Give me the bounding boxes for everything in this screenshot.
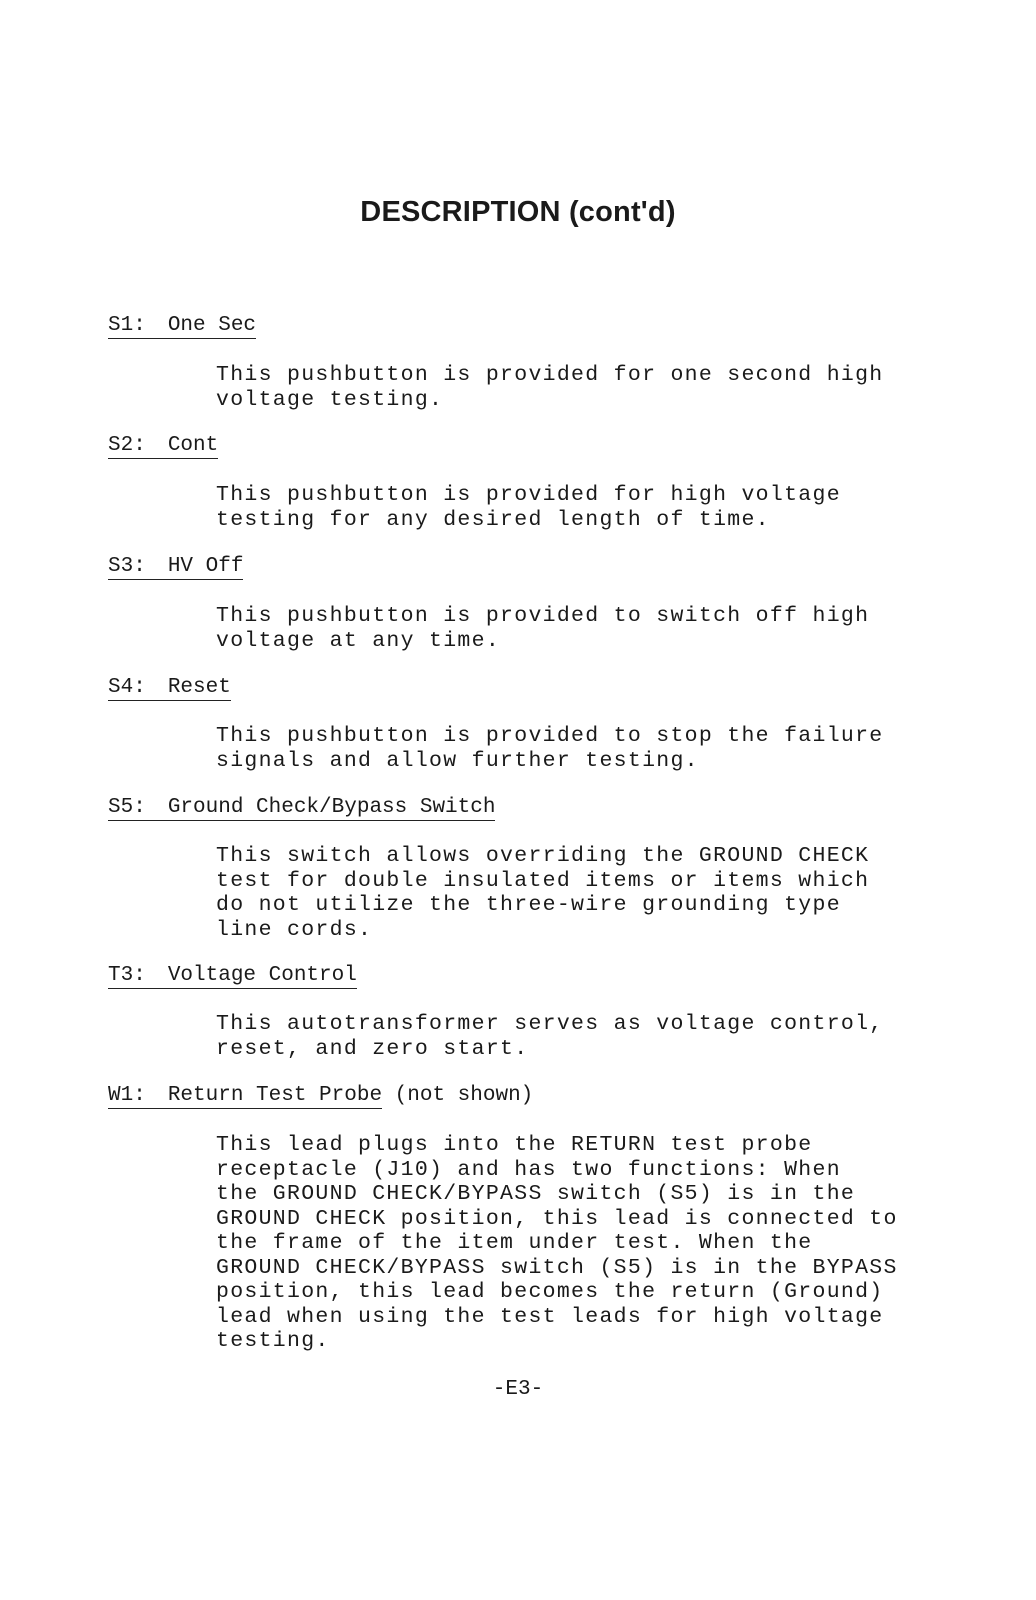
- section-code: W1:: [108, 1084, 146, 1107]
- section-body-s4: [216, 724, 936, 773]
- section-heading-s1: [108, 314, 256, 338]
- section-code: S1:: [108, 314, 146, 337]
- page-title: DESCRIPTION (cont'd): [360, 196, 676, 228]
- body-line: the frame of the item under test. When the: [216, 1231, 813, 1255]
- section-label: One Sec: [167, 314, 257, 337]
- body-line: test for double insulated items or items which: [216, 868, 870, 893]
- section-body-s2: [216, 483, 936, 532]
- section-heading-s2: [108, 434, 218, 458]
- section-heading-s3: [108, 555, 243, 579]
- body-line: the GROUND CHECK/BYPASS switch (S5) is in the: [216, 1182, 856, 1206]
- body-line: lead when using the test leads for high voltage: [216, 1304, 884, 1329]
- section-code: S4:: [108, 676, 146, 699]
- body-line: This switch allows overriding the GROUND CHECK: [216, 844, 870, 868]
- section-heading-w1: [108, 1084, 533, 1108]
- section-label: HV Off: [167, 555, 244, 578]
- section-label: Voltage Control: [167, 964, 357, 987]
- body-line: GROUND CHECK/BYPASS switch (S5) is in the BYPASS: [216, 1255, 898, 1280]
- section-suffix: (not shown): [382, 1084, 534, 1107]
- section-body-s1: [216, 363, 936, 412]
- body-line: This pushbutton is provided to switch off high: [216, 604, 870, 628]
- body-line: This pushbutton is provided for high voltage: [216, 483, 841, 507]
- body-line: testing.: [216, 1329, 330, 1353]
- section-body-w1: [216, 1133, 936, 1354]
- section-label: Cont: [167, 434, 219, 457]
- section-heading-s5: [108, 796, 495, 820]
- section-code: S5:: [108, 796, 146, 819]
- section-code: S3:: [108, 555, 146, 578]
- body-line: reset, and zero start.: [216, 1036, 529, 1061]
- body-line: voltage testing.: [216, 387, 444, 412]
- body-line: signals and allow further testing.: [216, 748, 699, 773]
- page-number: -E3-: [492, 1378, 544, 1401]
- section-body-s5: [216, 844, 936, 942]
- body-line: This pushbutton is provided for one second high: [216, 363, 884, 387]
- body-line: This pushbutton is provided to stop the failure: [216, 724, 884, 748]
- section-label: Return Test Probe: [167, 1084, 383, 1107]
- body-line: do not utilize the three-wire grounding type: [216, 893, 841, 917]
- section-body-s3: [216, 604, 936, 653]
- section-body-t3: [216, 1012, 936, 1061]
- body-line: voltage at any time.: [216, 628, 501, 653]
- body-line: This lead plugs into the RETURN test probe: [216, 1133, 813, 1157]
- body-line: testing for any desired length of time.: [216, 507, 770, 532]
- body-line: GROUND CHECK position, this lead is connected to: [216, 1206, 898, 1231]
- body-line: line cords.: [216, 917, 373, 942]
- section-heading-t3: [108, 964, 357, 988]
- section-heading-s4: [108, 676, 231, 700]
- body-line: receptacle (J10) and has two functions: When: [216, 1157, 841, 1182]
- body-line: This autotransformer serves as voltage control,: [216, 1012, 884, 1036]
- section-label: Ground Check/Bypass Switch: [167, 796, 496, 819]
- body-line: position, this lead becomes the return (Ground): [216, 1280, 884, 1304]
- section-label: Reset: [167, 676, 231, 699]
- section-code: S2:: [108, 434, 146, 457]
- section-code: T3:: [108, 964, 146, 987]
